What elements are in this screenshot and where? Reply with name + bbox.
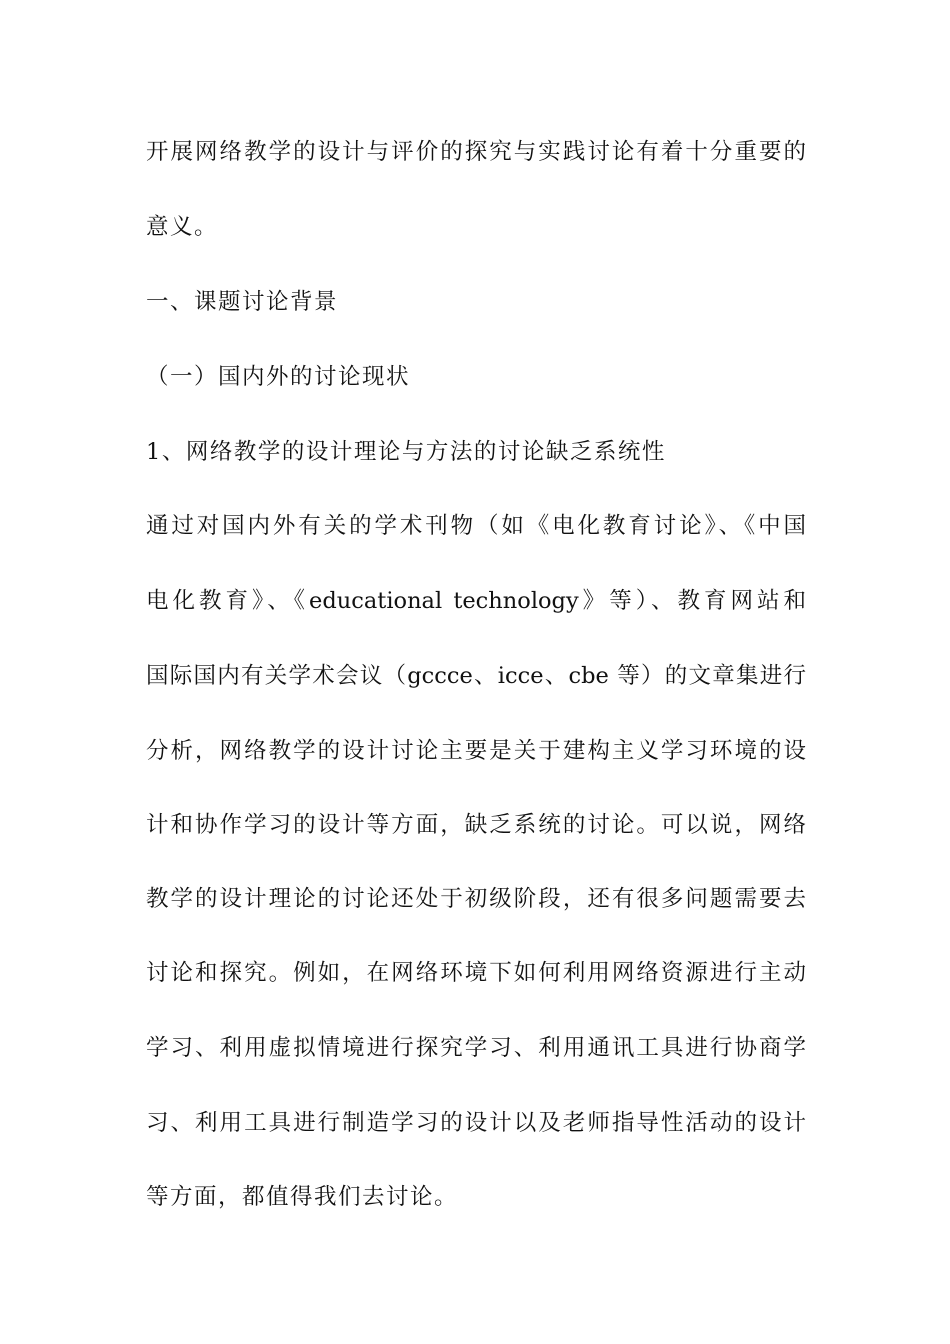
paragraph-body-line-3: 国际国内有关学术会议（gccce、icce、cbe 等）的文章集进行 [146, 663, 806, 689]
paragraph-body-line-1: 通过对国内外有关的学术刊物（如《电化教育讨论》、《中国 [146, 513, 806, 539]
item-heading: 1、网络教学的设计理论与方法的讨论缺乏系统性 [146, 439, 666, 465]
paragraph-body-line-2: 电化教育》、《educational technology》等）、教育网站和 [146, 588, 806, 614]
paragraph-body-line-6: 教学的设计理论的讨论还处于初级阶段，还有很多问题需要去 [146, 886, 806, 912]
paragraph-body-line-7: 讨论和探究。例如，在网络环境下如何利用网络资源进行主动 [146, 960, 806, 986]
paragraph-intro-line-1: 开展网络教学的设计与评价的探究与实践讨论有着十分重要的 [146, 139, 806, 165]
paragraph-body-line-9: 习、利用工具进行制造学习的设计以及老师指导性活动的设计 [146, 1110, 806, 1136]
section-heading: 一、课题讨论背景 [146, 289, 339, 315]
paragraph-intro-line-2: 意义。 [146, 214, 219, 240]
paragraph-body-line-8: 学习、利用虚拟情境进行探究学习、利用通讯工具进行协商学 [146, 1035, 806, 1061]
subsection-heading: （一）国内外的讨论现状 [146, 364, 411, 390]
paragraph-body-line-5: 计和协作学习的设计等方面，缺乏系统的讨论。可以说，网络 [146, 812, 806, 838]
paragraph-body-line-10: 等方面，都值得我们去讨论。 [146, 1184, 459, 1210]
paragraph-body-line-4: 分析，网络教学的设计讨论主要是关于建构主义学习环境的设 [146, 738, 806, 764]
